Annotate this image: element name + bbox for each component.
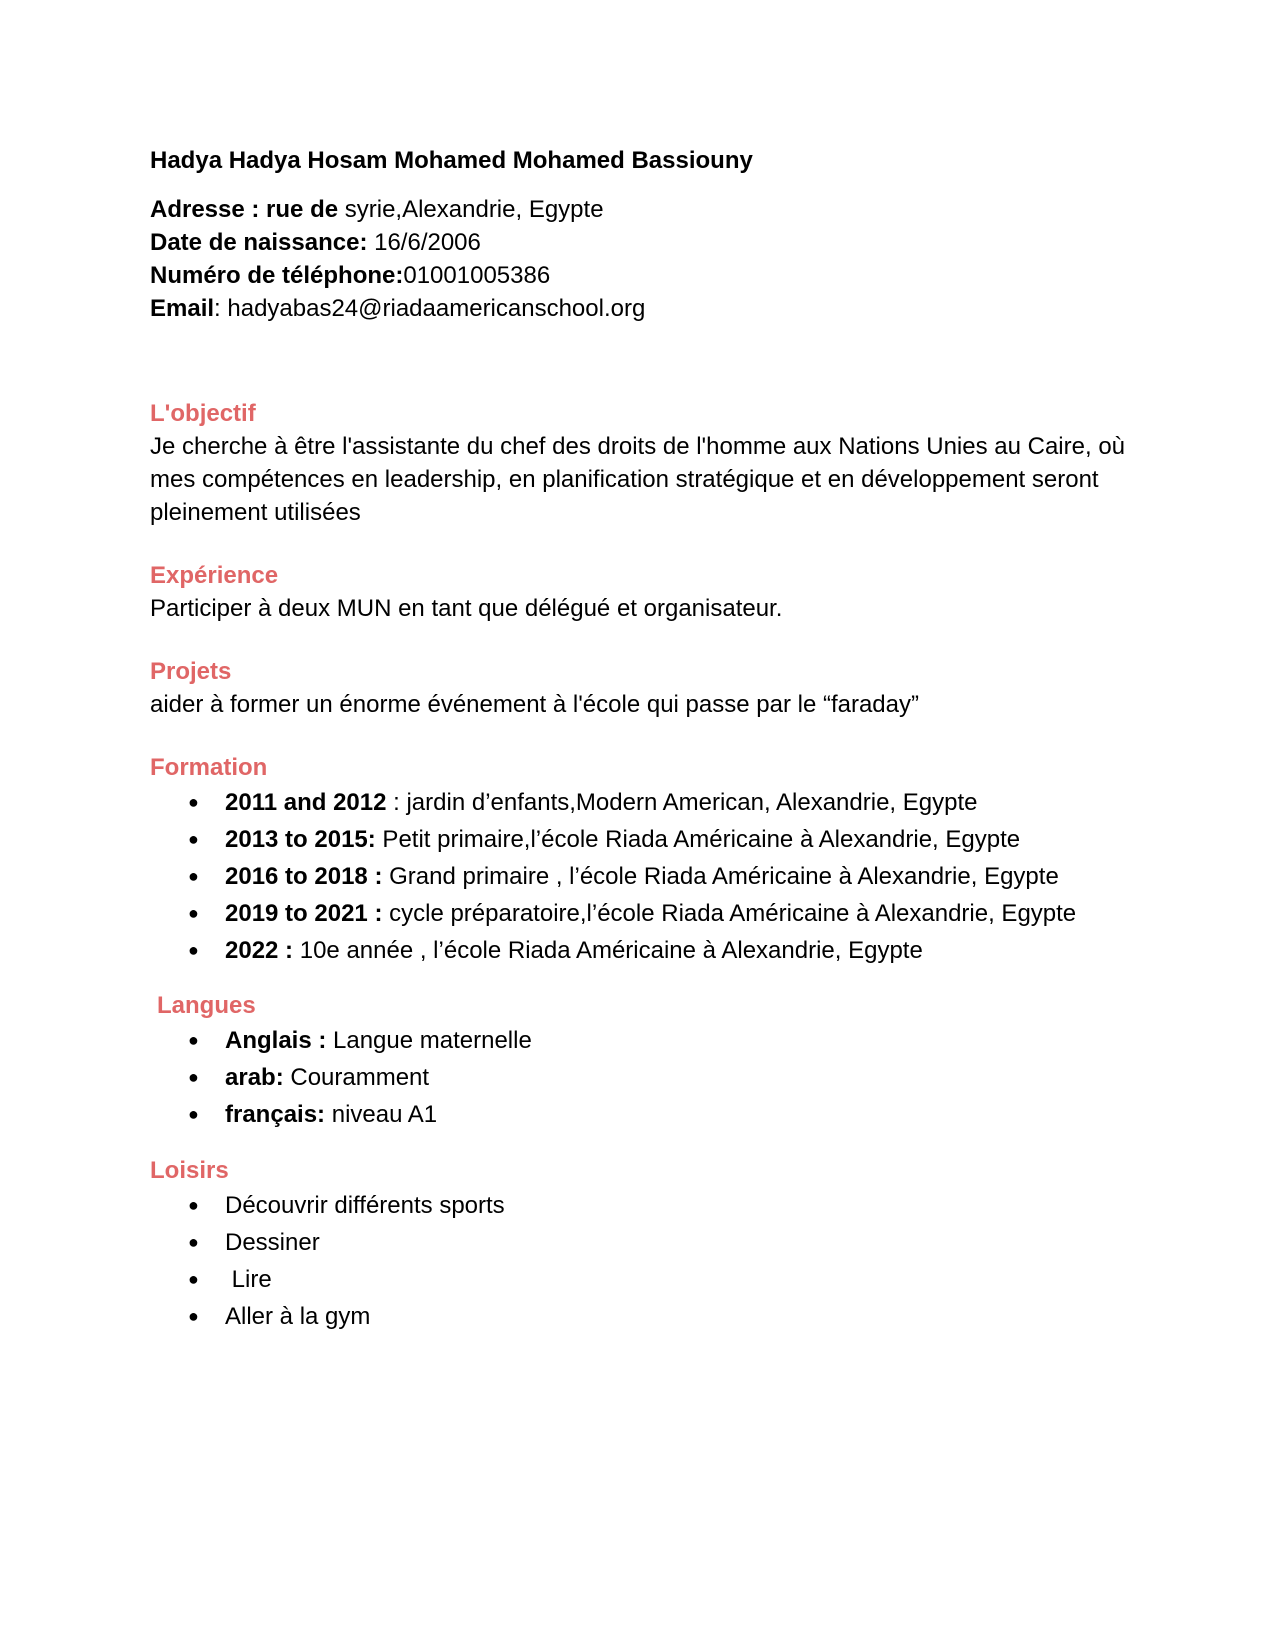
formation-item-text: Grand primaire , l’école Riada Américaine à Alexandrie, Egypte: [382, 863, 1059, 890]
full-name: Hadya Hadya Hosam Mohamed Mohamed Bassiouny: [150, 147, 753, 174]
email-label: Email: [150, 295, 215, 322]
langue-item: [150, 1059, 1130, 1096]
langue-item-label: arab:: [225, 1064, 284, 1091]
formation-item: [150, 784, 1130, 821]
langue-item-text: Langue maternelle: [326, 1027, 532, 1054]
phone-line: [150, 259, 1130, 292]
formation-item: [150, 821, 1130, 858]
experience-heading: Expérience: [150, 562, 279, 589]
langues-heading: Langues: [157, 992, 256, 1019]
address-label: Adresse : rue de: [150, 196, 339, 223]
langue-item-label: Anglais :: [225, 1027, 327, 1054]
loisir-item: ● Dessiner: [150, 1224, 1130, 1261]
formation-item-label: 2016 to 2018 :: [225, 863, 383, 890]
phone-value: 01001005386: [403, 262, 551, 289]
projets-heading: Projets: [150, 658, 232, 685]
formation-heading: Formation: [150, 754, 268, 781]
formation-item-label: 2019 to 2021 :: [225, 900, 383, 927]
formation-item: [150, 895, 1130, 932]
resume-page: [150, 144, 1130, 1335]
langues-list: [150, 1022, 1130, 1133]
dob-line: [150, 226, 1130, 259]
formation-item-label: 2011 and 2012: [225, 789, 387, 816]
contact-block: [150, 193, 1130, 325]
dob-label: Date de naissance:: [150, 229, 368, 256]
address-value: syrie,Alexandrie, Egypte: [338, 196, 604, 223]
address-line: [150, 193, 1130, 226]
formation-item-text: cycle préparatoire,l’école Riada Américaine à Alexandrie, Egypte: [382, 900, 1077, 927]
loisirs-list: [150, 1187, 1130, 1335]
formation-item: [150, 858, 1130, 895]
langue-item-text: niveau A1: [325, 1101, 438, 1128]
langue-item: [150, 1022, 1130, 1059]
email-value: : hadyabas24@riadaamericanschool.org: [214, 295, 646, 322]
loisir-item: ● Lire: [150, 1261, 1130, 1298]
formation-item-text: : jardin d’enfants,Modern American, Alexandrie, Egypte: [386, 789, 978, 816]
langue-item-label: français:: [225, 1101, 326, 1128]
langue-item: [150, 1096, 1130, 1133]
loisir-item: ● Découvrir différents sports: [150, 1187, 1130, 1224]
loisirs-heading: Loisirs: [150, 1157, 229, 1184]
formation-list: [150, 784, 1130, 969]
loisir-item: ● Aller à la gym: [150, 1298, 1130, 1335]
formation-item-label: 2013 to 2015:: [225, 826, 376, 853]
langue-item-text: Couramment: [283, 1064, 430, 1091]
dob-value: 16/6/2006: [367, 229, 481, 256]
formation-item: [150, 932, 1130, 969]
experience-text: Participer à deux MUN en tant que délégué et organisateur.: [150, 595, 783, 622]
objectif-heading: L'objectif: [150, 400, 256, 427]
objectif-text: Je cherche à être l'assistante du chef des droits de l'homme aux Nations Unies au Caire, où mes compétences en leadership, en planification stratégique et en développement seront pleinement utilisées: [150, 433, 1126, 526]
formation-item-label: 2022 :: [225, 937, 294, 964]
formation-item-text: 10e année , l’école Riada Américaine à Alexandrie, Egypte: [293, 937, 923, 964]
email-line: [150, 292, 1130, 325]
formation-item-text: Petit primaire,l’école Riada Américaine à Alexandrie, Egypte: [375, 826, 1021, 853]
phone-label: Numéro de téléphone:: [150, 262, 404, 289]
projets-text: aider à former un énorme événement à l'école qui passe par le “faraday”: [150, 691, 919, 718]
